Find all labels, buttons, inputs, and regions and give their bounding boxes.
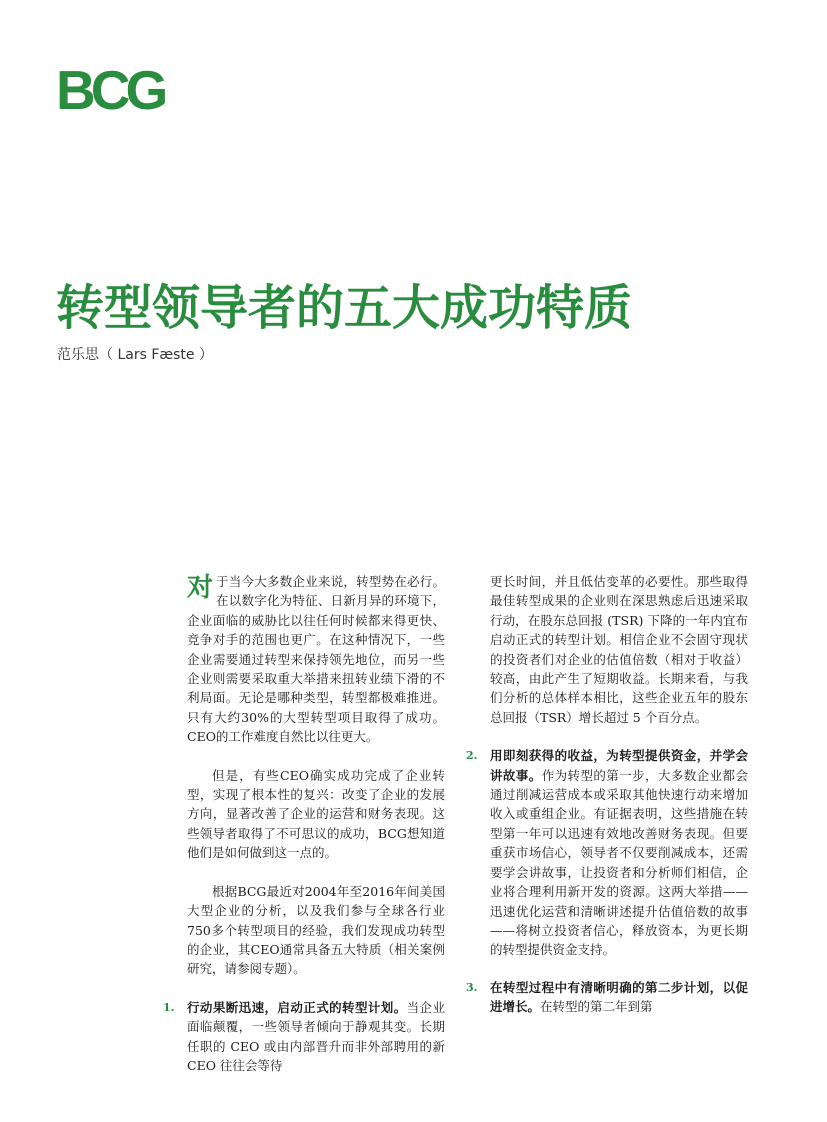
page-title: 转型领导者的五大成功特质 bbox=[56, 280, 633, 336]
author-byline: 范乐思（ Lars Fæste ） bbox=[57, 347, 213, 363]
list-number: 3. bbox=[466, 980, 478, 994]
right-column bbox=[466, 572, 748, 1035]
list-item-heading: 行动果断迅速，启动正式的转型计划。 bbox=[187, 999, 407, 1015]
drop-cap: 对 bbox=[187, 573, 214, 603]
list-item-1 bbox=[163, 998, 445, 1076]
list-item-3 bbox=[466, 978, 748, 1017]
continued-paragraph: 更长时间，并且低估变革的必要性。那些取得最佳转型成果的企业则在深思熟虑后迅速采取行动，在股东总回报 (TSR) 下降的一年内宜布启动正式的转型计划。相信企业不会固守现状的投资者们对企业的估值倍数（相对于收益）较高，由此产生了短期收益。长期来看，与我们分析的总体样本相比，这些企业五年的股东总回报（TSR）增长超过 5 个百分点。 bbox=[490, 574, 748, 725]
intro-paragraph bbox=[187, 572, 445, 747]
list-item-2 bbox=[466, 746, 748, 959]
intro-text: 于当今大多数企业来说，转型势在必行。在以数字化为特征、日新月异的环境下，企业面临的威胁比以往任何时候都来得更快、竞争对手的范围也更广。在这种情况下，一些企业需要通过转型来保持领先地位，而另一些企业则需要采取重大举措来扭转业绩下滑的不利局面。无论是哪种类型，转型都极难推进。只有大约30%的大型转型项目取得了成功。CEO的工作难度自然比以往更大。 bbox=[187, 574, 445, 745]
list-number: 2. bbox=[466, 749, 478, 763]
list-item-heading: 用即刻获得的收益，为转型提供资金，并学会讲故事。 bbox=[490, 748, 748, 783]
list-item-text: 当企业面临颠覆，一些领导者倾向于静观其变。长期任职的 CEO 或由内部晋升而非外部聘用的新 CEO 往往会等待 bbox=[187, 999, 445, 1073]
left-column bbox=[163, 572, 445, 1093]
list-item-text: 作为转型的第一步，大多数企业都会通过削减运营成本或采取其他快速行动来增加收入或重组企业。有证据表明，这些措施在转型第一年可以迅速有效地改善财务表现。但要重获市场信心，领导者不仅要削减成本，还需要学会讲故事，让投资者和分析师们相信，企业将合理利用新开发的资源。这两大举措——迅速优化运营和清晰讲述提升估值倍数的故事——将树立投资者信心，释放资本，为更长期的转型提供资金支持。 bbox=[490, 767, 748, 958]
bcg-logo: BCG bbox=[56, 59, 164, 121]
paragraph-3: 根据BCG最近对2004年至2016年间美国大型企业的分析，以及我们参与全球各行业750多个转型项目的经验，我们发现成功转型的企业，其CEO通常具备五大特质（相关案例研究，请参阅专题）。 bbox=[187, 883, 445, 977]
list-item-heading: 在转型过程中有清晰明确的第二步计划，以促进增长。 bbox=[490, 979, 748, 1015]
list-number: 1. bbox=[163, 1000, 175, 1014]
list-item-text: 在转型的第二年到第 bbox=[540, 999, 653, 1015]
paragraph-2: 但是，有些CEO确实成功完成了企业转型，实现了根本性的复兴：改变了企业的发展方向，显著改善了企业的运营和财务表现。这些领导者取得了不可思议的成功，BCG想知道他们是如何做到这一点的。 bbox=[187, 767, 445, 861]
